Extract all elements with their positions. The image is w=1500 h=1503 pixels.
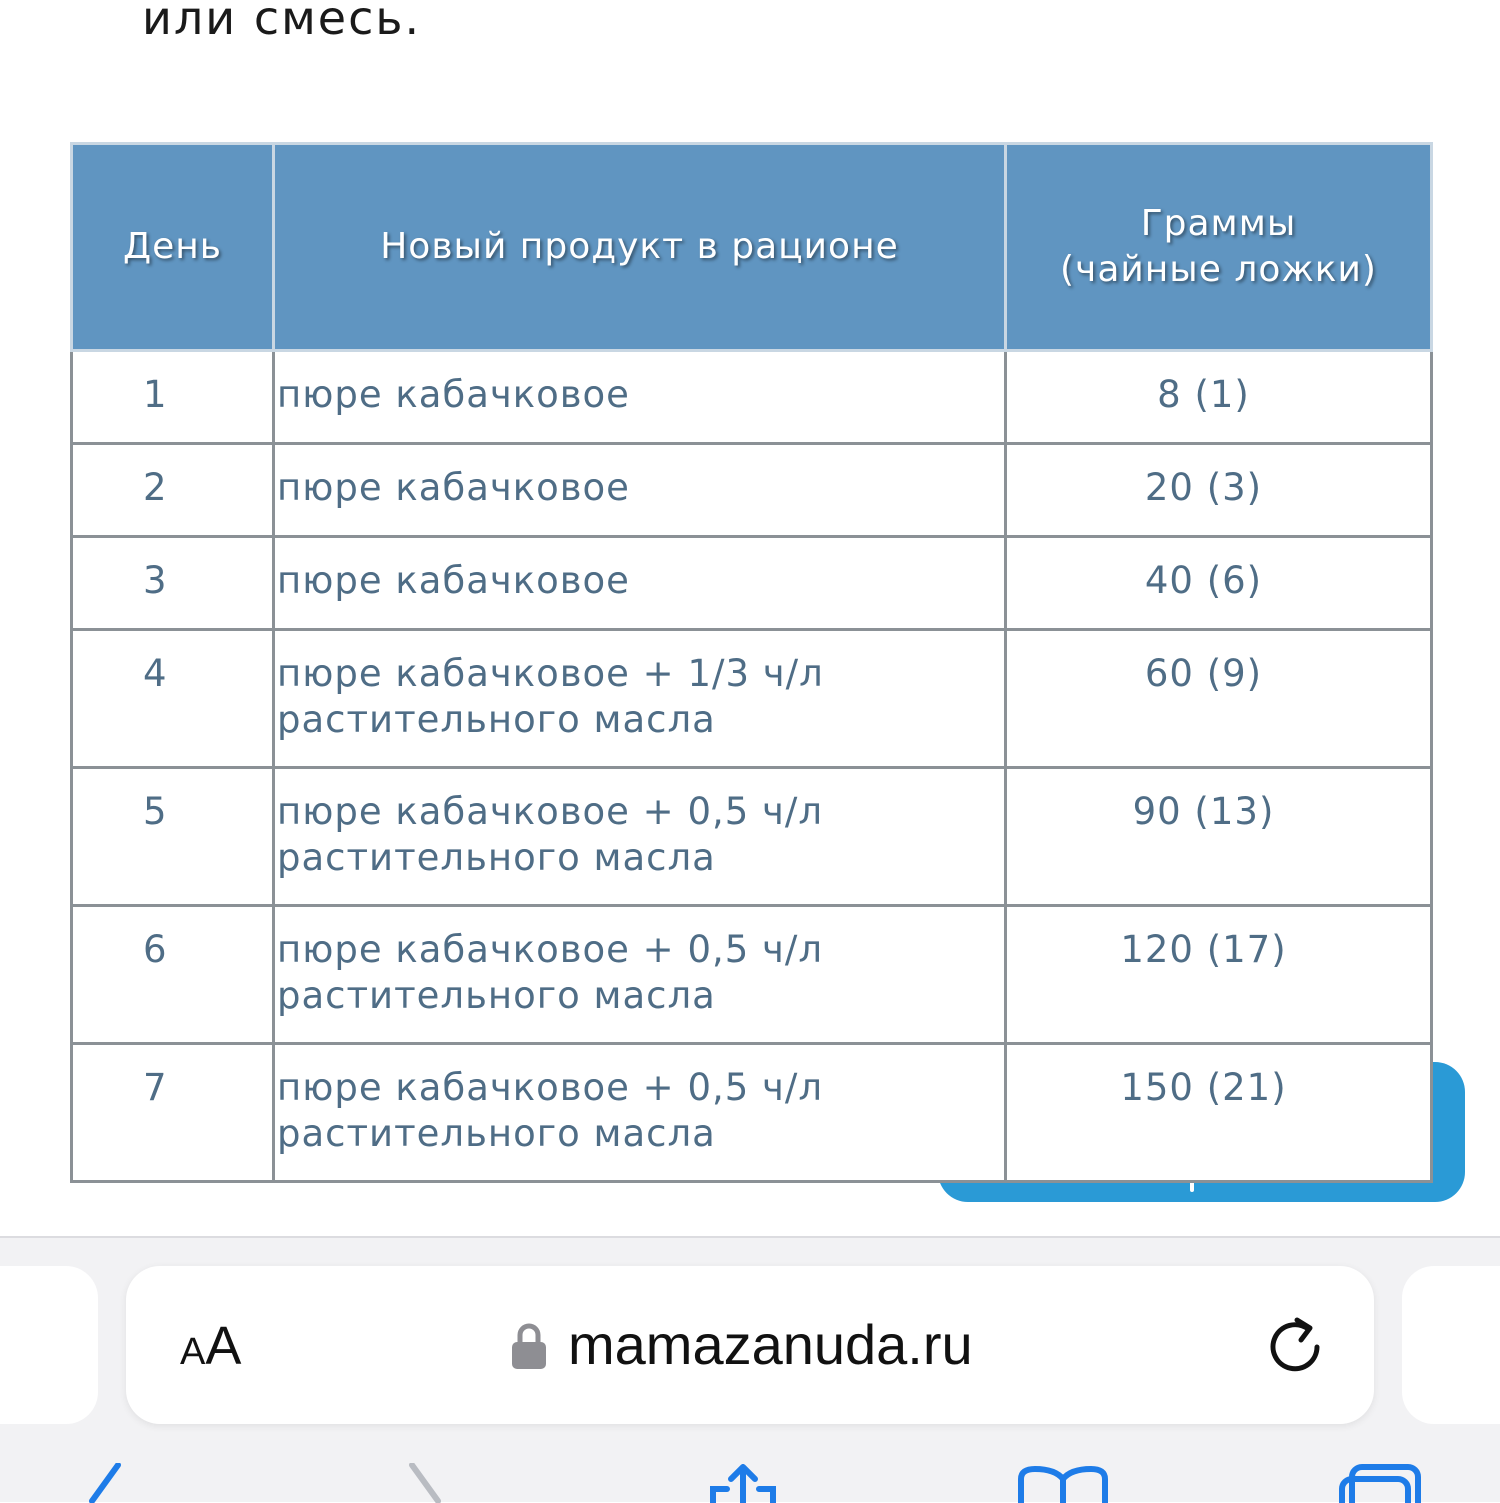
lock-icon [511,1322,547,1370]
day-cell: 6 [72,906,274,1044]
table-row [72,630,1432,768]
header-grams-line2: (чайные ложки) [1060,249,1377,290]
grams-cell: 20 (3) [1006,444,1432,537]
table-row [72,444,1432,537]
previous-tab-preview[interactable] [0,1266,98,1424]
day-cell: 4 [72,630,274,768]
product-cell [274,537,1006,630]
day-cell: 5 [72,768,274,906]
feeding-schedule-table [70,142,1433,1183]
day-cell: 7 [72,1044,274,1182]
aa-small-letter: A [180,1331,206,1373]
grams-cell: 40 (6) [1006,537,1432,630]
day-cell: 1 [72,351,274,444]
product-line-2: растительного масла [277,974,716,1017]
table-row [72,351,1432,444]
table-header-row [72,144,1432,351]
day-cell: 2 [72,444,274,537]
url-text[interactable]: mamazanuda.ru [568,1313,973,1376]
grams-cell: 90 (13) [1006,768,1432,906]
product-line-2: растительного масла [277,698,716,741]
product-cell [274,351,1006,444]
product-cell [274,1044,1006,1182]
browser-bottom-bar [0,1236,1500,1502]
reload-icon[interactable] [1264,1314,1326,1376]
header-grams-line1: Граммы [1140,203,1297,244]
grams-cell: 60 (9) [1006,630,1432,768]
share-icon[interactable] [705,1463,781,1503]
next-tab-preview[interactable] [1402,1266,1500,1424]
product-cell [274,630,1006,768]
table-row [72,537,1432,630]
page-settings-button[interactable] [180,1316,241,1376]
product-cell [274,906,1006,1044]
product-line-2: растительного масла [277,836,716,879]
article-text-fragment: или смесь. [142,0,422,45]
table-row [72,1044,1432,1182]
tabs-icon[interactable] [1338,1463,1424,1503]
product-cell [274,768,1006,906]
grams-cell: 8 (1) [1006,351,1432,444]
product-line-2: растительного масла [277,1112,716,1155]
product-line: пюре кабачковое [277,466,630,509]
product-cell [274,444,1006,537]
product-line: пюре кабачковое [277,373,630,416]
table-row [72,768,1432,906]
address-bar[interactable] [126,1266,1374,1424]
grams-cell: 150 (21) [1006,1044,1432,1182]
product-line: пюре кабачковое + 0,5 ч/л [277,1066,824,1109]
header-product: Новый продукт в рационе [274,144,1006,351]
header-grams [1006,144,1432,351]
bookmarks-icon[interactable] [1015,1463,1111,1503]
day-cell: 3 [72,537,274,630]
header-day: День [72,144,274,351]
product-line: пюре кабачковое + 1/3 ч/л [277,652,824,695]
grams-cell: 120 (17) [1006,906,1432,1044]
forward-chevron-icon[interactable] [400,1463,450,1503]
back-chevron-icon[interactable] [80,1463,130,1503]
aa-big-letter: A [205,1316,242,1376]
product-line: пюре кабачковое + 0,5 ч/л [277,790,824,833]
table-row [72,906,1432,1044]
product-line: пюре кабачковое [277,559,630,602]
product-line: пюре кабачковое + 0,5 ч/л [277,928,824,971]
